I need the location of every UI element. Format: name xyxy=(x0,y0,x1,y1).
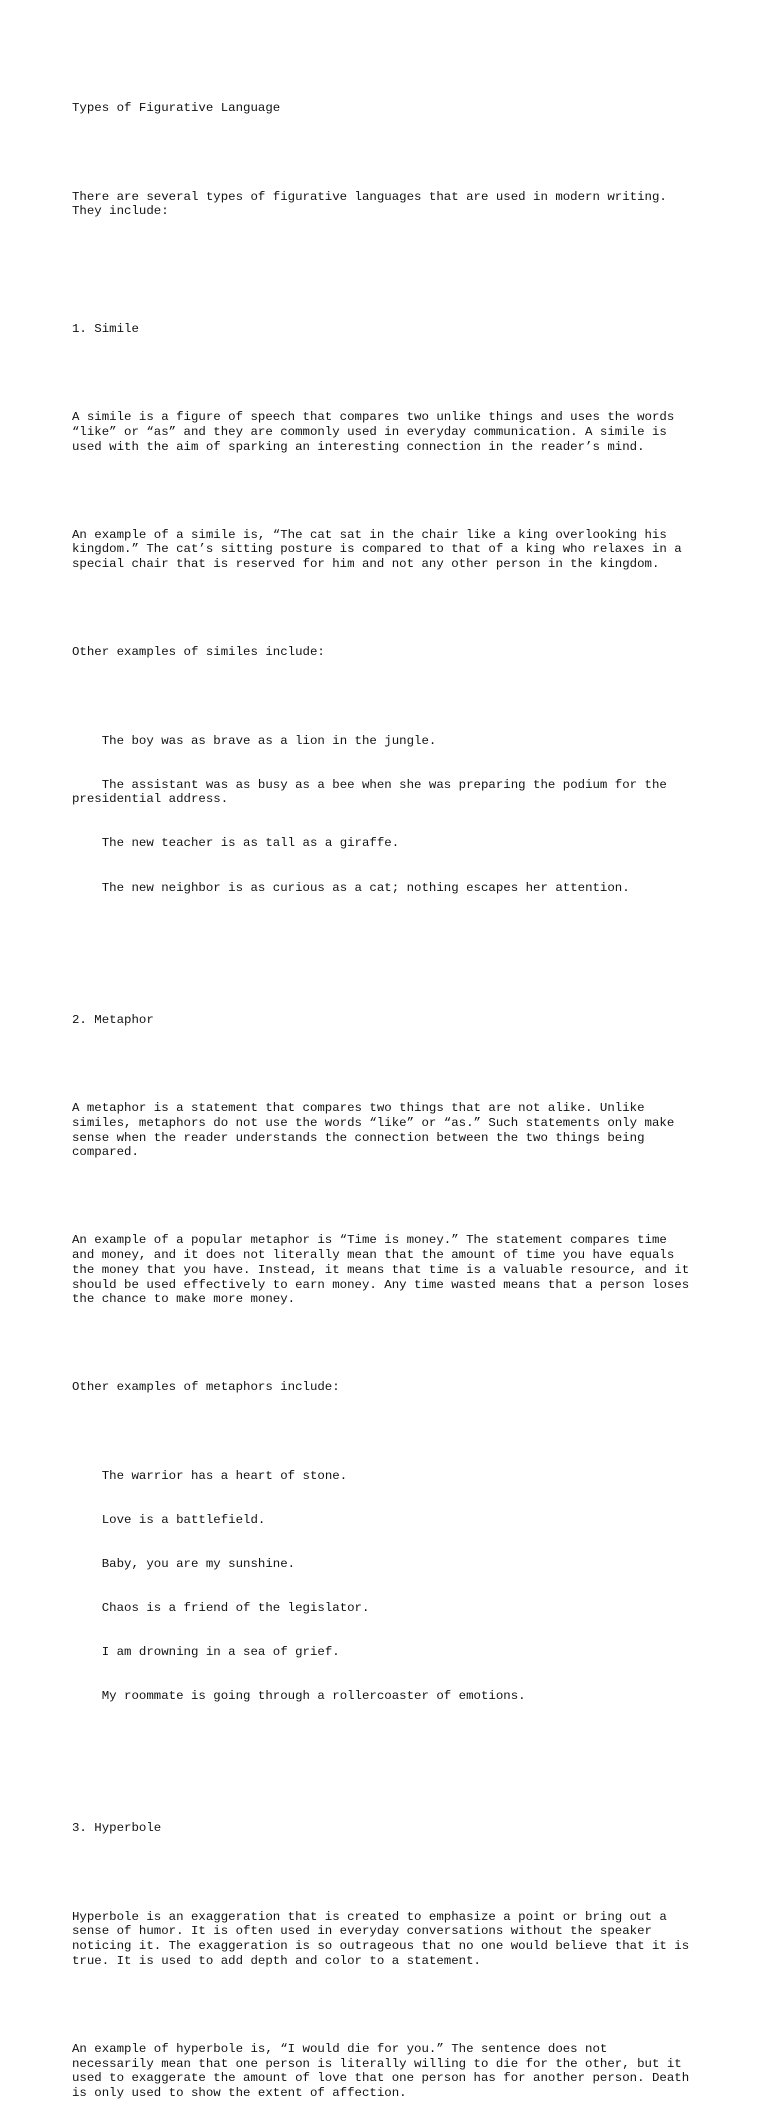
simile-examples-intro: Other examples of similes include: xyxy=(72,645,325,660)
intro-paragraph: There are several types of figurative languages that are used in modern writing. They include: xyxy=(72,189,667,219)
hyperbole-example-paragraph: An example of hyperbole is, “I would die for you.” The sentence does not necessarily mean that one person is literally willing to die for the other, but it used to exaggerate the amount of love that one person has for another person. Death is only used to show the extent of affection. xyxy=(72,2042,690,2101)
spacer xyxy=(72,1336,708,1351)
metaphor-definition-paragraph: A metaphor is a statement that compares two things that are not alike. Unlike similes, metaphors do not use the words “like” or “as.” Such statements only make sense when the reader understands the connection between the two things being compared. xyxy=(72,1101,675,1160)
spacer xyxy=(72,689,708,704)
spacer xyxy=(72,1733,708,1762)
simile-example-item: The assistant was as busy as a bee when she was preparing the podium for the presidential address. xyxy=(72,777,667,807)
section-heading-simile: 1. Simile xyxy=(72,321,139,336)
metaphor-example-item: The warrior has a heart of stone. xyxy=(72,1468,348,1483)
simile-definition-paragraph: A simile is a figure of speech that compares two unlike things and uses the words “like” or “as” and they are commonly used in everyday communication. A simile is used with the aim of sparking an interesting connection in the reader’s mind. xyxy=(72,410,675,454)
spacer xyxy=(72,601,708,616)
section-heading-hyperbole: 3. Hyperbole xyxy=(72,1821,162,1836)
spacer xyxy=(72,1866,708,1881)
metaphor-example-paragraph: An example of a popular metaphor is “Time is money.” The statement compares time and money, and it does not literally mean that the amount of time you have equals the money that you have. Instead, it means that time is a valuable resource, and it should be used effectively to earn money. Any time wasted means that a person loses the chance to make more money. xyxy=(72,1233,690,1307)
spacer xyxy=(72,1425,708,1440)
metaphor-example-item: My roommate is going through a rollercoaster of emotions. xyxy=(72,1689,526,1704)
spacer xyxy=(72,925,708,954)
metaphor-example-item: Baby, you are my sunshine. xyxy=(72,1556,296,1571)
metaphor-example-item: Love is a battlefield. xyxy=(72,1512,266,1527)
spacer xyxy=(72,1189,708,1204)
metaphor-examples-intro: Other examples of metaphors include: xyxy=(72,1380,340,1395)
metaphor-example-item: Chaos is a friend of the legislator. xyxy=(72,1600,370,1615)
simile-example-paragraph: An example of a simile is, “The cat sat in the chair like a king overlooking his kingdom.” The cat’s sitting posture is compared to that of a king who relaxes in a special chair that is reserved for him and not any other person in the kingdom. xyxy=(72,527,682,572)
hyperbole-definition-paragraph: Hyperbole is an exaggeration that is created to emphasize a point or bring out a sense of humor. It is often used in everyday conversations without the speaker noticing it. The exaggeration is so outrageous that no one would believe that it is true. It is used to add depth and color to a statement. xyxy=(72,1909,690,1968)
simile-example-item: The boy was as brave as a lion in the jungle. xyxy=(72,733,437,748)
spacer xyxy=(72,366,708,381)
spacer xyxy=(72,484,708,499)
spacer xyxy=(72,248,708,263)
spacer xyxy=(72,1998,708,2013)
spacer xyxy=(72,1057,708,1072)
simile-example-item: The new neighbor is as curious as a cat; nothing escapes her attention. xyxy=(72,880,630,895)
spacer xyxy=(72,146,708,161)
simile-example-item: The new teacher is as tall as a giraffe. xyxy=(72,836,400,851)
metaphor-example-item: I am drowning in a sea of grief. xyxy=(72,1645,340,1660)
document-title: Types of Figurative Language xyxy=(72,101,281,116)
section-heading-metaphor: 2. Metaphor xyxy=(72,1012,154,1027)
